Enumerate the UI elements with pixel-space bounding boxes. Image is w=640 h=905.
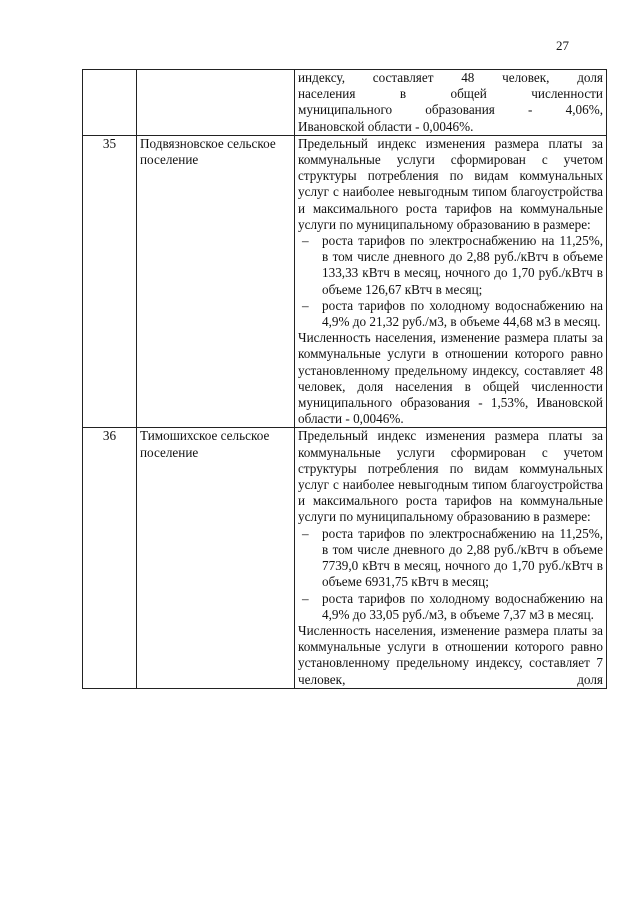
desc-line: населения в общей численности — [298, 86, 603, 102]
list-item — [298, 233, 603, 298]
table-row — [83, 428, 607, 688]
list-item — [298, 591, 603, 623]
settlement-name — [137, 70, 295, 136]
list-item-text: роста тарифов по холодному водоснабжению на 4,9% до 33,05 руб./м3, в объеме 7,37 м3 в месяц. — [322, 590, 603, 622]
list-item-text: роста тарифов по холодному водоснабжению на 4,9% до 21,32 руб./м3, в объеме 44,68 м3 в месяц. — [322, 297, 603, 330]
dash-bullet: – — [302, 590, 309, 606]
tariff-list — [298, 526, 603, 623]
desc-outro: Численность населения, изменение размера платы за коммунальные услуги в отношении которого равно установленному предельному индексу, составляет 7 человек, доля — [298, 622, 603, 687]
settlement-name: Тимошихское сельское поселение — [137, 428, 295, 688]
page-number: 27 — [556, 38, 569, 53]
tariff-table — [82, 69, 607, 689]
list-item — [298, 526, 603, 591]
settlement-name: Подвязновское сельское поселение — [137, 135, 295, 428]
dash-bullet: – — [302, 297, 309, 313]
row-description — [295, 135, 607, 428]
desc-intro: Предельный индекс изменения размера платы за коммунальные услуги сформирован с учетом структуры потребления по видам коммунальных услуг с наиболее невыгодным типом благоустройства и максимального роста тарифов на коммунальные услуги по муниципальному образованию в размере: — [298, 135, 603, 232]
dash-bullet: – — [302, 525, 309, 541]
desc-line: муниципального образования - 4,06%, — [298, 102, 603, 118]
table-row — [83, 70, 607, 136]
list-item — [298, 298, 603, 330]
desc-line: индексу, составляет 48 человек, доля — [298, 70, 603, 85]
row-description — [295, 428, 607, 688]
row-number: 36 — [83, 428, 137, 688]
desc-intro: Предельный индекс изменения размера платы за коммунальные услуги сформирован с учетом структуры потребления по видам коммунальных услуг с наиболее невыгодным типом благоустройства и максимального роста тарифов на коммунальные услуги по муниципальному образованию в размере: — [298, 428, 603, 525]
row-number — [83, 70, 137, 136]
list-item-text: роста тарифов по электроснабжению на 11,25%, в том числе дневного до 2,88 руб./кВтч в объеме 7739,0 кВтч в месяц, ночного до 1,70 руб./кВтч в объеме 6931,75 кВтч в месяц; — [322, 525, 603, 590]
list-item-text: роста тарифов по электроснабжению на 11,25%, в том числе дневного до 2,88 руб./кВтч в объеме 133,33 кВтч в месяц, ночного до 1,70 руб./кВтч в объеме 126,67 кВтч в месяц; — [322, 233, 603, 297]
table-row — [83, 135, 607, 428]
dash-bullet: – — [302, 233, 309, 249]
tariff-list — [298, 233, 603, 330]
desc-outro: Численность населения, изменение размера платы за коммунальные услуги в отношении которого равно установленному предельному индексу, составляет 48 человек, доля населения в общей численности муниципального образования - 1,53%, Ивановской области - 0,0046%. — [298, 330, 603, 427]
desc-line: Ивановской области - 0,0046%. — [298, 118, 474, 134]
row-number: 35 — [83, 135, 137, 428]
row-description — [295, 70, 607, 136]
